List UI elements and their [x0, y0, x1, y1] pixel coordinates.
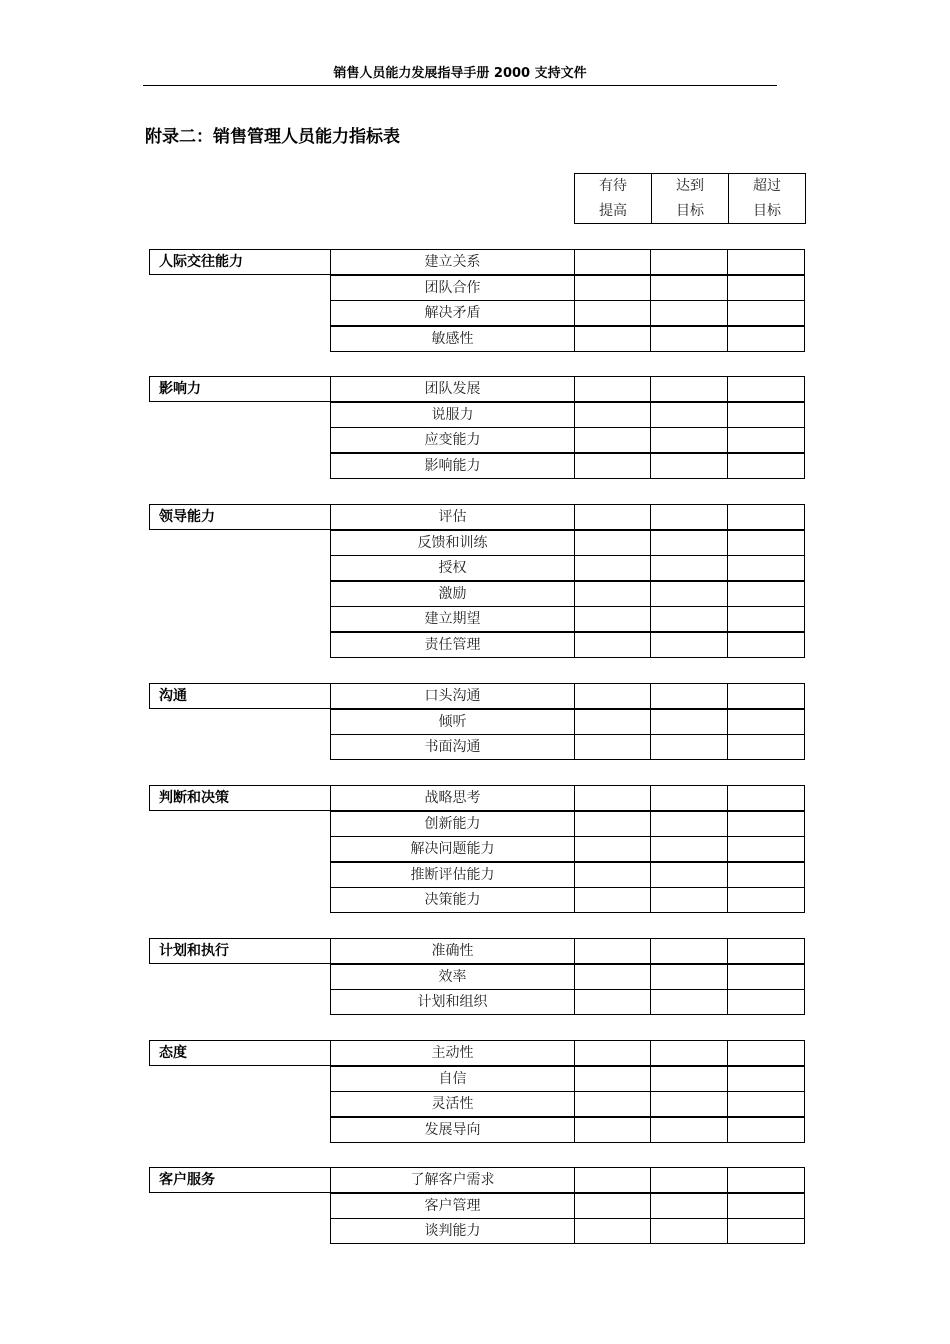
- competency-item: 激励: [330, 581, 575, 607]
- category-label: 领导能力: [149, 504, 331, 530]
- rating-cell-exceeds-target[interactable]: [728, 326, 805, 352]
- rating-cell-exceeds-target[interactable]: [728, 632, 805, 658]
- rating-cell-meets-target[interactable]: [651, 1117, 728, 1143]
- header-rule: [143, 85, 777, 86]
- rating-cell-needs-improvement[interactable]: [574, 709, 651, 735]
- rating-cell-needs-improvement[interactable]: [574, 1218, 651, 1244]
- category-label: 沟通: [149, 683, 331, 709]
- rating-cell-needs-improvement[interactable]: [574, 964, 651, 990]
- rating-cell-exceeds-target[interactable]: [728, 300, 805, 326]
- rating-cell-needs-improvement[interactable]: [574, 555, 651, 581]
- rating-cell-needs-improvement[interactable]: [574, 1040, 651, 1066]
- rating-header-line2: 目标: [753, 203, 781, 219]
- competency-item: 团队发展: [330, 376, 575, 402]
- rating-cell-exceeds-target[interactable]: [728, 453, 805, 479]
- rating-cell-exceeds-target[interactable]: [728, 709, 805, 735]
- rating-cell-exceeds-target[interactable]: [728, 1040, 805, 1066]
- competency-item: 计划和组织: [330, 989, 575, 1015]
- rating-cell-exceeds-target[interactable]: [728, 606, 805, 632]
- category-label: 客户服务: [149, 1167, 331, 1193]
- page-header: 销售人员能力发展指导手册 2000 支持文件: [333, 66, 587, 81]
- rating-cell-exceeds-target[interactable]: [728, 1066, 805, 1092]
- rating-cell-meets-target[interactable]: [651, 300, 728, 326]
- competency-item: 创新能力: [330, 811, 575, 837]
- rating-cell-meets-target[interactable]: [651, 785, 728, 811]
- rating-cell-meets-target[interactable]: [651, 836, 728, 862]
- competency-item: 解决问题能力: [330, 836, 575, 862]
- category-label: 影响力: [149, 376, 331, 402]
- rating-cell-exceeds-target[interactable]: [728, 862, 805, 888]
- rating-cell-meets-target[interactable]: [651, 402, 728, 428]
- rating-cell-exceeds-target[interactable]: [728, 530, 805, 556]
- rating-cell-needs-improvement[interactable]: [574, 402, 651, 428]
- rating-cell-exceeds-target[interactable]: [728, 734, 805, 760]
- rating-cell-meets-target[interactable]: [651, 1218, 728, 1244]
- rating-cell-needs-improvement[interactable]: [574, 275, 651, 301]
- rating-header-exceeds-target: [728, 174, 805, 223]
- rating-cell-meets-target[interactable]: [651, 1040, 728, 1066]
- rating-cell-meets-target[interactable]: [651, 376, 728, 402]
- rating-cell-exceeds-target[interactable]: [728, 683, 805, 709]
- rating-cell-exceeds-target[interactable]: [728, 376, 805, 402]
- rating-cell-needs-improvement[interactable]: [574, 300, 651, 326]
- rating-cell-needs-improvement[interactable]: [574, 326, 651, 352]
- rating-cell-exceeds-target[interactable]: [728, 504, 805, 530]
- rating-cell-exceeds-target[interactable]: [728, 427, 805, 453]
- rating-cell-meets-target[interactable]: [651, 683, 728, 709]
- competency-item: 评估: [330, 504, 575, 530]
- competency-item: 团队合作: [330, 275, 575, 301]
- rating-cell-needs-improvement[interactable]: [574, 427, 651, 453]
- rating-cell-meets-target[interactable]: [651, 709, 728, 735]
- rating-cell-exceeds-target[interactable]: [728, 785, 805, 811]
- competency-item: 影响能力: [330, 453, 575, 479]
- rating-cell-needs-improvement[interactable]: [574, 683, 651, 709]
- category-label: 人际交往能力: [149, 249, 331, 275]
- rating-cell-meets-target[interactable]: [651, 504, 728, 530]
- rating-header-line2: 目标: [676, 203, 704, 219]
- rating-cell-exceeds-target[interactable]: [728, 1218, 805, 1244]
- rating-cell-meets-target[interactable]: [651, 1193, 728, 1219]
- rating-cell-needs-improvement[interactable]: [574, 836, 651, 862]
- rating-cell-exceeds-target[interactable]: [728, 836, 805, 862]
- rating-cell-needs-improvement[interactable]: [574, 1167, 651, 1193]
- rating-header-line2: 提高: [599, 203, 627, 219]
- rating-cell-exceeds-target[interactable]: [728, 964, 805, 990]
- rating-cell-meets-target[interactable]: [651, 606, 728, 632]
- rating-cell-meets-target[interactable]: [651, 427, 728, 453]
- rating-cell-exceeds-target[interactable]: [728, 1167, 805, 1193]
- competency-item: 书面沟通: [330, 734, 575, 760]
- rating-cell-needs-improvement[interactable]: [574, 453, 651, 479]
- rating-cell-exceeds-target[interactable]: [728, 249, 805, 275]
- category-label: 判断和决策: [149, 785, 331, 811]
- competency-item: 主动性: [330, 1040, 575, 1066]
- rating-cell-meets-target[interactable]: [651, 811, 728, 837]
- competency-item: 责任管理: [330, 632, 575, 658]
- rating-cell-needs-improvement[interactable]: [574, 887, 651, 913]
- rating-cell-exceeds-target[interactable]: [728, 402, 805, 428]
- competency-item: 决策能力: [330, 887, 575, 913]
- rating-column-header: [574, 173, 806, 224]
- rating-cell-needs-improvement[interactable]: [574, 1066, 651, 1092]
- rating-cell-exceeds-target[interactable]: [728, 811, 805, 837]
- rating-cell-needs-improvement[interactable]: [574, 504, 651, 530]
- rating-cell-exceeds-target[interactable]: [728, 1117, 805, 1143]
- category-label: 态度: [149, 1040, 331, 1066]
- rating-header-line1: 有待: [599, 178, 627, 194]
- rating-cell-meets-target[interactable]: [651, 275, 728, 301]
- competency-item: 客户管理: [330, 1193, 575, 1219]
- competency-item: 发展导向: [330, 1117, 575, 1143]
- competency-item: 了解客户需求: [330, 1167, 575, 1193]
- rating-cell-meets-target[interactable]: [651, 734, 728, 760]
- rating-cell-meets-target[interactable]: [651, 938, 728, 964]
- rating-header-line1: 超过: [753, 178, 781, 194]
- competency-item: 授权: [330, 555, 575, 581]
- rating-cell-meets-target[interactable]: [651, 862, 728, 888]
- rating-cell-exceeds-target[interactable]: [728, 1193, 805, 1219]
- rating-cell-exceeds-target[interactable]: [728, 989, 805, 1015]
- rating-cell-needs-improvement[interactable]: [574, 938, 651, 964]
- rating-cell-exceeds-target[interactable]: [728, 1091, 805, 1117]
- rating-cell-needs-improvement[interactable]: [574, 1117, 651, 1143]
- rating-cell-meets-target[interactable]: [651, 326, 728, 352]
- rating-cell-meets-target[interactable]: [651, 453, 728, 479]
- rating-header-meets-target: [651, 174, 728, 223]
- competency-item: 应变能力: [330, 427, 575, 453]
- rating-header-needs-improvement: [575, 174, 651, 223]
- rating-cell-meets-target[interactable]: [651, 249, 728, 275]
- competency-item: 战略思考: [330, 785, 575, 811]
- rating-cell-needs-improvement[interactable]: [574, 581, 651, 607]
- rating-cell-meets-target[interactable]: [651, 632, 728, 658]
- rating-cell-exceeds-target[interactable]: [728, 887, 805, 913]
- competency-item: 倾听: [330, 709, 575, 735]
- rating-cell-exceeds-target[interactable]: [728, 275, 805, 301]
- rating-cell-meets-target[interactable]: [651, 555, 728, 581]
- rating-cell-meets-target[interactable]: [651, 1167, 728, 1193]
- competency-item: 建立关系: [330, 249, 575, 275]
- rating-cell-meets-target[interactable]: [651, 581, 728, 607]
- rating-cell-exceeds-target[interactable]: [728, 555, 805, 581]
- rating-cell-meets-target[interactable]: [651, 887, 728, 913]
- rating-cell-meets-target[interactable]: [651, 530, 728, 556]
- rating-cell-meets-target[interactable]: [651, 1091, 728, 1117]
- rating-cell-needs-improvement[interactable]: [574, 376, 651, 402]
- rating-cell-needs-improvement[interactable]: [574, 606, 651, 632]
- competency-item: 灵活性: [330, 1091, 575, 1117]
- rating-cell-needs-improvement[interactable]: [574, 785, 651, 811]
- competency-item: 口头沟通: [330, 683, 575, 709]
- rating-cell-needs-improvement[interactable]: [574, 249, 651, 275]
- rating-cell-needs-improvement[interactable]: [574, 1193, 651, 1219]
- competency-item: 准确性: [330, 938, 575, 964]
- rating-cell-needs-improvement[interactable]: [574, 862, 651, 888]
- competency-item: 推断评估能力: [330, 862, 575, 888]
- rating-cell-needs-improvement[interactable]: [574, 989, 651, 1015]
- competency-item: 谈判能力: [330, 1218, 575, 1244]
- rating-cell-exceeds-target[interactable]: [728, 938, 805, 964]
- rating-cell-needs-improvement[interactable]: [574, 734, 651, 760]
- rating-cell-needs-improvement[interactable]: [574, 530, 651, 556]
- rating-cell-needs-improvement[interactable]: [574, 632, 651, 658]
- rating-cell-exceeds-target[interactable]: [728, 581, 805, 607]
- rating-cell-meets-target[interactable]: [651, 989, 728, 1015]
- competency-item: 解决矛盾: [330, 300, 575, 326]
- rating-cell-needs-improvement[interactable]: [574, 811, 651, 837]
- rating-cell-needs-improvement[interactable]: [574, 1091, 651, 1117]
- competency-item: 建立期望: [330, 606, 575, 632]
- competency-item: 说服力: [330, 402, 575, 428]
- competency-item: 敏感性: [330, 326, 575, 352]
- competency-item: 反馈和训练: [330, 530, 575, 556]
- rating-header-line1: 达到: [676, 178, 704, 194]
- competency-item: 自信: [330, 1066, 575, 1092]
- competency-item: 效率: [330, 964, 575, 990]
- document-title: 附录二：销售管理人员能力指标表: [145, 127, 400, 147]
- rating-cell-meets-target[interactable]: [651, 1066, 728, 1092]
- category-label: 计划和执行: [149, 938, 331, 964]
- rating-cell-meets-target[interactable]: [651, 964, 728, 990]
